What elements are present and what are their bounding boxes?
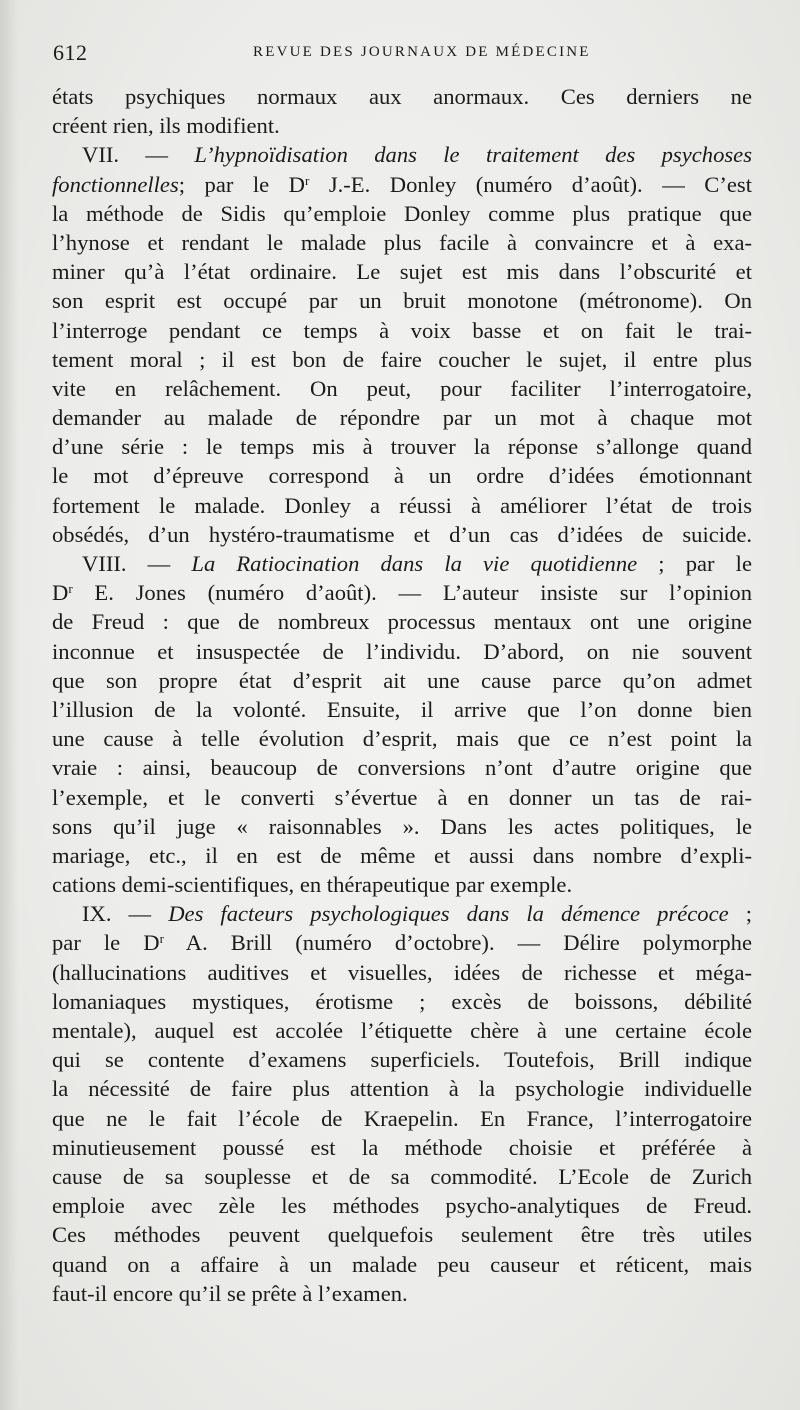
text-line [52,1162,752,1191]
text-run: mentale), auquel est accolée l’étiquette chère à une certaine école [52,1018,752,1043]
text-line [52,695,752,724]
text-run: tement moral ; il est bon de faire coucher le sujet, il entre plus [52,346,752,372]
text-line [52,812,752,841]
text-run: que son propre état d’esprit ait une cause parce qu’on admet [52,667,752,693]
text-line [52,753,752,782]
text-run: faut-il encore qu’il se prête à l’examen. [52,1280,408,1306]
text-run: l’exemple, et le converti s’évertue à en donner un tas de rai- [52,784,752,810]
text-run: demander au malade de répondre par un mot à chaque mot [52,405,752,431]
text-line [52,870,752,899]
text-run: J.-E. Donley (numéro d’août). — C’est [309,171,752,197]
text-run: l’illusion de la volonté. Ensuite, il arrive que l’on donne bien [52,696,752,722]
text-line [52,432,752,461]
text-line [52,374,752,403]
text-line [52,1133,752,1162]
text-line [52,140,752,169]
text-run: créent rien, ils modifient. [52,113,280,139]
text-run: de Freud : que de nombreux processus mentaux ont une origine [52,609,752,635]
text-run: ; [728,901,752,927]
text-line [52,1104,752,1133]
superscript-text: r [68,581,73,597]
text-run: D [52,580,69,606]
superscript-text: r [159,931,164,947]
text-run: ; par le [637,551,752,576]
text-run: par le D [52,930,160,956]
text-line [52,783,752,812]
text-line [52,637,752,666]
text-line [52,111,752,140]
text-run: VIII. — [82,551,192,576]
text-run: d’une série : le temps mis à trouver la réponse s’allonge quand [52,434,752,460]
text-line [52,1045,752,1074]
text-run: mariage, etc., il en est de même et aussi dans nombre d’expli- [52,842,752,868]
text-line [52,841,752,870]
text-run: IX. — [82,901,169,927]
text-line [52,316,752,345]
text-line [52,607,752,636]
text-line [52,958,752,987]
text-run: cations demi-scientifiques, en thérapeutique par exemple. [52,872,573,898]
italic-title-text: La Ratiocination dans la vie quotidienne [191,551,638,576]
text-run: (hallucinations auditives et visuelles, idées de richesse et méga- [52,959,752,985]
text-line [52,1016,752,1045]
italic-title-text: L’hypnoïdisation dans le traitement des psychoses [194,142,752,168]
italic-title-text: fonctionnelles [52,171,179,197]
text-line [52,1220,752,1249]
page-spine-shadow [0,0,18,1410]
text-line [52,1074,752,1103]
text-run: ; par le D [178,171,305,197]
text-line [52,578,752,607]
text-line [52,345,752,374]
text-run: sons qu’il juge « raisonnables ». Dans les actes politiques, le [52,813,752,839]
text-run: Ces méthodes peuvent quelquefois seulement être très utiles [52,1222,752,1248]
text-line [52,987,752,1016]
text-run: états psychiques normaux aux anormaux. Ces derniers ne [52,84,752,109]
text-run: emploie avec zèle les méthodes psycho-analytiques de Freud. [52,1193,752,1219]
text-line [52,928,752,957]
text-run: miner qu’à l’état ordinaire. Le sujet est mis dans l’obscurité et [52,259,752,285]
text-run: VII. — [82,142,195,168]
text-line [52,403,752,432]
text-line [52,257,752,286]
text-line [52,1250,752,1279]
text-run: qui se contente d’examens superficiels. Toutefois, Brill indique [52,1047,752,1073]
page-number: 612 [53,40,88,65]
text-line [52,549,752,578]
text-run: que ne le fait l’école de Kraepelin. En France, l’interrogatoire [52,1105,752,1131]
text-run: fortement le malade. Donley a réussi à améliorer l’état de trois [52,492,752,518]
text-line [52,286,752,315]
text-run: cause de sa souplesse et de sa commodité. L’Ecole de Zurich [52,1163,752,1189]
text-line [52,228,752,257]
text-line [52,899,752,928]
text-run: vite en relâchement. On peut, pour faciliter l’interrogatoire, [52,375,752,401]
text-line [52,724,752,753]
superscript-text: r [305,172,310,188]
text-line [52,520,752,549]
text-line [52,1279,752,1308]
text-run: l’interroge pendant ce temps à voix basse et on fait le trai- [52,317,752,343]
text-line [52,461,752,490]
text-run: minutieusement poussé est la méthode choisie et préférée à [52,1134,752,1160]
text-run: l’hynose et rendant le malade plus facile à convaincre et à exa- [52,229,752,255]
text-line [52,82,752,111]
text-line [52,491,752,520]
text-run: le mot d’épreuve correspond à un ordre d’idées émotionnant [52,463,752,489]
text-run: la méthode de Sidis qu’emploie Donley comme plus pratique que [52,200,752,226]
article-body [52,82,752,1308]
text-line [52,1191,752,1220]
text-run: son esprit est occupé par un bruit monotone (métronome). On [52,288,752,314]
text-run: E. Jones (numéro d’août). — L’auteur insiste sur l’opinion [72,580,752,606]
text-run: quand on a affaire à un malade peu causeur et réticent, mais [52,1251,752,1277]
text-run: A. Brill (numéro d’octobre). — Délire polymorphe [163,930,752,956]
page-header [53,40,753,68]
text-run: vraie : ainsi, beaucoup de conversions n’ont d’autre origine que [52,755,752,781]
italic-title-text: Des facteurs psychologiques dans la démence précoce [168,901,729,927]
text-line [52,170,752,199]
text-line [52,666,752,695]
text-run: lomaniaques mystiques, érotisme ; excès de boissons, débilité [52,988,752,1014]
text-run: la nécessité de faire plus attention à la psychologie individuelle [52,1076,752,1102]
text-run: une cause à telle évolution d’esprit, mais que ce n’est point la [52,726,752,752]
running-title: REVUE DES JOURNAUX DE MÉDECINE [253,44,591,60]
text-run: inconnue et insuspectée de l’individu. D’abord, on nie souvent [52,638,752,664]
text-line [52,199,752,228]
text-run: obsédés, d’un hystéro-traumatisme et d’un cas d’idées de suicide. [52,521,752,547]
